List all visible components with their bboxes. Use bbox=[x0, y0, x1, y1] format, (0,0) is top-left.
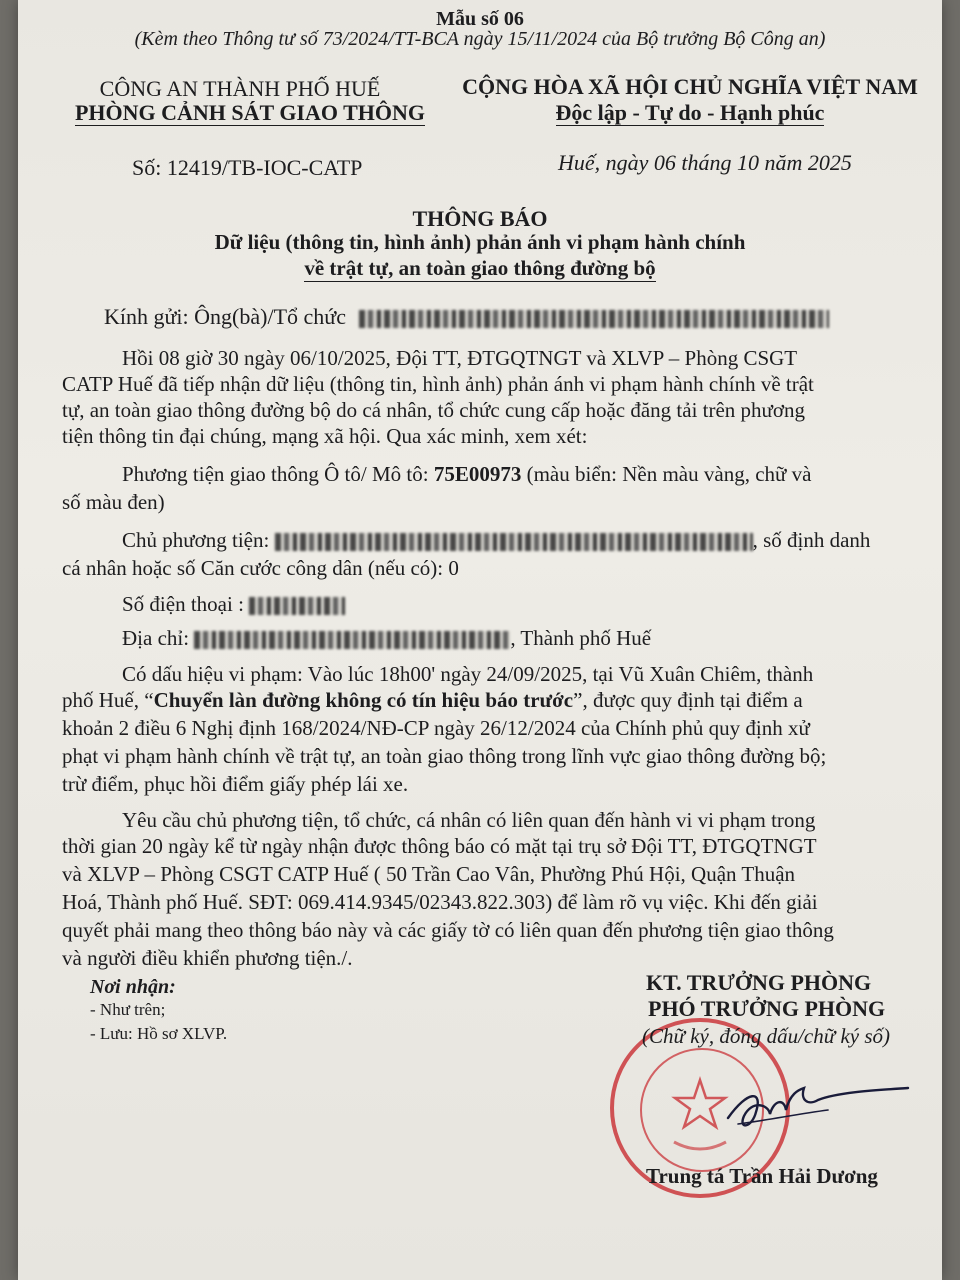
signature-title-1: KT. TRƯỞNG PHÒNG bbox=[646, 970, 872, 995]
violation-line-3: khoản 2 điều 6 Nghị định 168/2024/NĐ-CP ngày 26/12/2024 của Chính phủ quy định xử bbox=[62, 716, 810, 740]
owner-id-label: , số định danh bbox=[752, 528, 871, 552]
request-line-3: và XLVP – Phòng CSGT CATP Huế ( 50 Trần Cao Vân, Phường Phú Hội, Quận Thuận bbox=[62, 862, 796, 886]
recipients-item-2: - Lưu: Hồ sơ XLVP. bbox=[90, 1024, 228, 1043]
license-plate: 75E00973 bbox=[433, 462, 522, 486]
redacted-recipient bbox=[359, 310, 829, 328]
phone-line bbox=[122, 592, 345, 617]
owner-line-2: cá nhân hoặc số Căn cước công dân (nếu có): 0 bbox=[62, 556, 459, 580]
attachment-note: (Kèm theo Thông tư số 73/2024/TT-BCA ngày 15/11/2024 của Bộ trưởng Bộ Công an) bbox=[134, 28, 826, 50]
request-line-4: Hoá, Thành phố Huế. SĐT: 069.414.9345/02343.822.303) để làm rõ vụ việc. Khi đến giải bbox=[62, 890, 818, 914]
violation-line-1: Có dấu hiệu vi phạm: Vào lúc 18h00' ngày 24/09/2025, tại Vũ Xuân Chiêm, thành bbox=[122, 662, 814, 686]
agency-department: PHÒNG CẢNH SÁT GIAO THÔNG bbox=[74, 100, 425, 125]
nation-motto: Độc lập - Tự do - Hạnh phúc bbox=[555, 100, 825, 125]
address-label: Địa chỉ: bbox=[122, 626, 190, 650]
paragraph-1-line-3: tự, an toàn giao thông đường bộ do cá nhân, tổ chức cung cấp hoặc đăng tải trên phương bbox=[62, 398, 806, 422]
form-number: Mẫu số 06 bbox=[436, 8, 524, 30]
paragraph-1-line-4: tiện thông tin đại chúng, mạng xã hội. Qua xác minh, xem xét: bbox=[62, 424, 588, 448]
handwritten-signature bbox=[708, 1070, 918, 1140]
violation-type: Chuyển làn đường không có tín hiệu báo trước bbox=[153, 688, 574, 712]
document-title: THÔNG BÁO bbox=[412, 206, 548, 231]
request-line-5: quyết phải mang theo thông báo này và các giấy tờ có liên quan đến phương tiện giao thông bbox=[62, 918, 834, 942]
redacted-address bbox=[194, 631, 510, 649]
vehicle-label: Phương tiện giao thông Ô tô/ Mô tô: bbox=[122, 462, 434, 486]
document-subtitle-2: về trật tự, an toàn giao thông đường bộ bbox=[304, 256, 656, 280]
document-subtitle-1: Dữ liệu (thông tin, hình ảnh) phản ánh vi phạm hành chính bbox=[214, 230, 746, 254]
violation-line-5: trừ điểm, phục hồi điểm giấy phép lái xe. bbox=[62, 772, 409, 796]
owner-line bbox=[122, 528, 870, 553]
signer-name: Trung tá Trần Hải Dương bbox=[646, 1164, 878, 1188]
redacted-owner bbox=[275, 533, 753, 551]
nation-title: CỘNG HÒA XÃ HỘI CHỦ NGHĨA VIỆT NAM bbox=[462, 74, 918, 99]
owner-label: Chủ phương tiện: bbox=[122, 528, 270, 552]
phone-label: Số điện thoại : bbox=[122, 592, 244, 616]
document-number: Số: 12419/TB-IOC-CATP bbox=[132, 155, 363, 180]
address-city: , Thành phố Huế bbox=[510, 626, 652, 650]
document-page bbox=[18, 0, 942, 1280]
paragraph-1-line-2: CATP Huế đã tiếp nhận dữ liệu (thông tin, hình ảnh) phản ánh vi phạm hành chính về trật bbox=[62, 372, 814, 396]
plate-color: (màu biển: Nền màu vàng, chữ và bbox=[521, 462, 812, 486]
redacted-phone bbox=[249, 597, 345, 615]
paragraph-1-line-1: Hồi 08 giờ 30 ngày 06/10/2025, Đội TT, ĐTGQTNGT và XLVP – Phòng CSGT bbox=[122, 346, 798, 370]
request-line-2: thời gian 20 ngày kể từ ngày nhận được thông báo có mặt tại trụ sở Đội TT, ĐTGQTNGT bbox=[62, 834, 817, 858]
agency-name: CÔNG AN THÀNH PHỐ HUẾ bbox=[99, 76, 381, 101]
violation-line-2: phố Huế, “Chuyển làn đường không có tín hiệu báo trước”, được quy định tại điểm a bbox=[62, 688, 803, 712]
place-date: Huế, ngày 06 tháng 10 năm 2025 bbox=[558, 150, 852, 175]
vehicle-line-2: số màu đen) bbox=[62, 490, 165, 514]
recipients-item-1: - Như trên; bbox=[90, 1000, 166, 1019]
recipients-label: Nơi nhận: bbox=[90, 976, 176, 998]
recipient-line bbox=[104, 304, 829, 330]
signature-note: (Chữ ký, đóng dấu/chữ ký số) bbox=[642, 1024, 891, 1048]
address-line bbox=[122, 626, 651, 651]
signature-title-2: PHÓ TRƯỞNG PHÒNG bbox=[648, 996, 886, 1021]
request-line-1: Yêu cầu chủ phương tiện, tổ chức, cá nhân có liên quan đến hành vi vi phạm trong bbox=[122, 808, 816, 832]
request-line-6: và người điều khiển phương tiện./. bbox=[62, 946, 353, 970]
recipient-label: Kính gửi: Ông(bà)/Tổ chức bbox=[104, 304, 346, 329]
vehicle-line bbox=[122, 462, 811, 487]
violation-line-4: phạt vi phạm hành chính về trật tự, an toàn giao thông trong lĩnh vực giao thông đường bộ; bbox=[62, 744, 827, 768]
